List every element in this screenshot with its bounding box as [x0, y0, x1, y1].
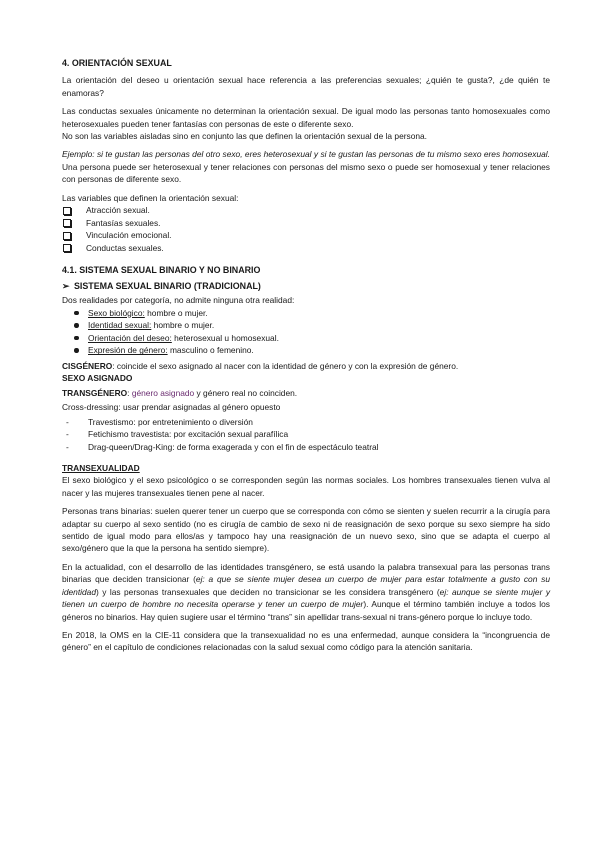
list-item: - Travestismo: por entretenimiento o diversión [66, 416, 253, 427]
list-item: Sexo biológico: hombre o mujer. [72, 307, 550, 320]
binario-intro: Dos realidades por categoría, no admite ninguna otra realidad: [62, 295, 295, 306]
checkbox-bullet-icon [63, 232, 71, 240]
binario-list [62, 307, 550, 357]
checkbox-bullet-icon [63, 244, 71, 252]
transexualidad-paragraph-1: El sexo biológico y el sexo psicológico o se corresponden según las normas sociales. Los hombres transexuales tienen vulva al nacer y las mujeres transexuales tienen pene al nacer. [62, 475, 550, 498]
paragraph-ejemplo [62, 148, 550, 185]
crossdressing-definition: Cross-dressing: usar prendar asignadas al género opuesto [62, 402, 281, 413]
variables-intro: Las variables que definen la orientación sexual: [62, 192, 239, 203]
dash-bullet: - [66, 442, 69, 453]
bullet-icon [74, 311, 79, 316]
paragraph-conductas: Las conductas sexuales únicamente no determinan la orientación sexual. De igual modo las personas tanto homosexuales como heterosexuales pueden tener fantasías con personas de este o diferente sexo. [62, 106, 550, 129]
ejemplo-rest: Una persona puede ser heterosexual y tener relaciones con personas del mismo sexo o puede ser homosexual y tener relaciones con personas de diferente sexo. [62, 161, 550, 185]
list-item: Conductas sexuales. [62, 242, 550, 255]
crossdressing-list [62, 416, 550, 454]
subsection-title: 4.1. SISTEMA SEXUAL BINARIO Y NO BINARIO [62, 265, 261, 276]
paragraph-variables-conjunto: No son las variables aisladas sino en conjunto las que definen la orientación sexual de la persona. [62, 131, 428, 142]
bullet-icon [74, 348, 79, 353]
list-item: Orientación del deseo: heterosexual u homosexual. [72, 332, 550, 345]
list-item: - Fetichismo travestista: por excitación sexual parafílica [66, 429, 289, 440]
variables-list [62, 204, 550, 254]
cisgenero-definition: CISGÉNERO: coincide el sexo asignado al nacer con la identidad de género y con la expresión de género. [62, 361, 459, 372]
sexo-asignado-label: SEXO ASIGNADO [62, 373, 133, 384]
list-item: Atracción sexual. [62, 204, 550, 217]
transexualidad-paragraph-2: Personas trans binarias: suelen querer tener un cuerpo que se corresponda con cómo se sienten y suelen recurrir a la cirugía para adaptar su cuerpo al sexo sentido (no es cirugía de cambio de sexo ni de reasignación de sexo porque su sexo siempre ha sido sentido de igual modo para ellos/as y tampoco hay una reasignación de un nuevo sexo, sino que se adapta el cuerpo al sexo/género que la que la persona ha sentido siempre). [62, 506, 550, 554]
transgenero-definition: TRANSGÉNERO: género asignado y género real no coinciden. [62, 387, 298, 398]
dash-bullet: - [66, 416, 69, 427]
transexualidad-heading: TRANSEXUALIDAD [62, 463, 140, 474]
bullet-icon [74, 336, 79, 341]
arrow-bullet-icon: ➢ [62, 280, 70, 291]
document-page [62, 57, 550, 654]
list-item: Vinculación emocional. [62, 229, 550, 242]
checkbox-bullet-icon [63, 207, 71, 215]
list-item: Identidad sexual: hombre o mujer. [72, 319, 550, 332]
list-item: Fantasías sexuales. [62, 217, 550, 230]
section-title: 4. ORIENTACIÓN SEXUAL [62, 58, 172, 68]
arrow-heading: ➢ SISTEMA SEXUAL BINARIO (TRADICIONAL) [62, 280, 261, 291]
checkbox-bullet-icon [63, 219, 71, 227]
transexualidad-paragraph-3: En la actualidad, con el desarrollo de las identidades transgénero, se está usando la palabra transexual para las personas trans binarias que deciden transicionar (ej: a que se siente mujer desea un cuerpo de mujer para estar totalmente a gusto con su identidad) y las personas transexuales que deciden no transicionar se les considera transgénero (ej: aunque se siente mujer y tienen un cuerpo de hombre no necesita operarse y tener un cuerpo de mujer). Aunque el término también incluye a todos los géneros no binarios. Hay quien sugiere usar el término “trans” sin apellidar trans-sexual ni trans-género porque lo incluye todo. [62, 561, 551, 622]
transexualidad-paragraph-4: En 2018, la OMS en la CIE-11 considera que la transexualidad no es una enfermedad, aunque considera la “incongruencia de género” en el capítulo de condiciones relacionadas con la salud sexual como código para la atención sanitaria. [62, 629, 550, 653]
dash-bullet: - [66, 429, 69, 440]
list-item: Expresión de género: masculino o femenino. [72, 344, 550, 357]
list-item: - Drag-queen/Drag-King: de forma exagerada y con el fin de espectáculo teatral [66, 442, 379, 453]
bullet-icon [74, 323, 79, 328]
paragraph-definition: La orientación del deseo u orientación sexual hace referencia a las preferencias sexuales; ¿quién te gusta?, ¿de quién te enamoras? [62, 75, 550, 98]
ejemplo-italic: Ejemplo: si te gustan las personas del otro sexo, eres heterosexual y si te gustan las personas de tu mismo sexo eres homosexual. [62, 149, 550, 160]
